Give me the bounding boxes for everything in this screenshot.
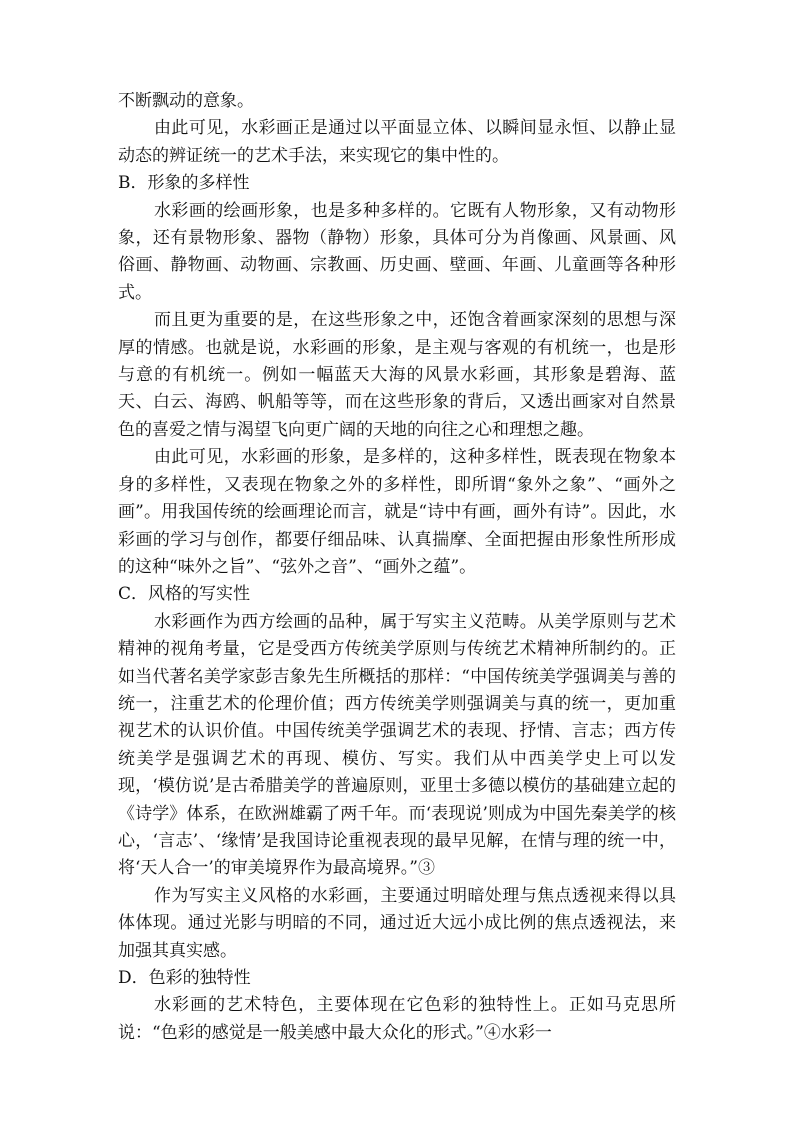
document-page [118,88,676,1047]
paragraph-continuation: 不断飘动的意象。 [118,91,254,111]
section-heading-d: D．色彩的独特性 [118,968,251,988]
paragraph-concentration-summary: 由此可见，水彩画正是通过以平面显立体、以瞬间显永恒、以静止显动态的辨证统一的艺术手法，来实现它的集中性的。 [118,118,676,166]
paragraph-image-diversity: 由此可见，水彩画的形象，是多样的，这种多样性，既表现在物象本身的多样性，又表现在物象之外的多样性，即所谓“象外之象”、“画外之画”。用我国传统的绘画理论而言，就是“诗中有画，画外有诗”。因此，水彩画的学习与创作，都要仔细品味、认真揣摩、全面把握由形象性所形成的这种“味外之旨”、“弦外之音”、“画外之蕴”。 [118,447,676,577]
paragraph-realism-aesthetics: 水彩画作为西方绘画的品种，属于写实主义范畴。从美学原则与艺术精神的视角考量，它是受西方传统美学原则与传统艺术精神所制约的。正如当代著名美学家彭吉象先生所概括的那样：“中国传统美学强调美与善的统一，注重艺术的伦理价值；西方传统美学则强调美与真的统一，更加重视艺术的认识价值。中国传统美学强调艺术的表现、抒情、言志；西方传统美学是强调艺术的再现、模仿、写实。我们从中西美学史上可以发现，‘模仿说’是古希腊美学的普遍原则，亚里士多德以模仿的基础建立起的《诗学》体系，在欧洲雄霸了两千年。而‘表现说’则成为中国先秦美学的核心，‘言志’、‘缘情’是我国诗论重视表现的最早见解，在情与理的统一中，将‘天人合一’的审美境界作为最高境界。”③ [118,611,676,879]
section-heading-b: B．形象的多样性 [118,173,250,194]
paragraph-image-emotion: 而且更为重要的是，在这些形象之中，还饱含着画家深刻的思想与深厚的情感。也就是说，水彩画的形象，是主观与客观的有机统一，也是形与意的有机统一。例如一幅蓝天大海的风景水彩画，其形象是碧海、蓝天、白云、海鸥、帆船等等，而在这些形象的背后，又透出画家对自然景色的喜爱之情与渴望飞向更广阔的天地的向往之心和理想之趣。 [118,310,676,440]
paragraph-image-types: 水彩画的绘画形象，也是多种多样的。它既有人物形象，又有动物形象，还有景物形象、器物（静物）形象，具体可分为肖像画、风景画、风俗画、静物画、动物画、宗教画、历史画、壁画、年画、儿童画等各种形式。 [118,200,676,303]
paragraph-color-uniqueness: 水彩画的艺术特色，主要体现在它色彩的独特性上。正如马克思所说：“色彩的感觉是一般美感中最大众化的形式。”④水彩一 [118,995,676,1043]
paragraph-realism-technique: 作为写实主义风格的水彩画，主要通过明暗处理与焦点透视来得以具体体现。通过光影与明暗的不同，通过近大远小成比例的焦点透视法，来加强其真实感。 [118,885,676,961]
section-heading-c: C．风格的写实性 [118,584,251,605]
